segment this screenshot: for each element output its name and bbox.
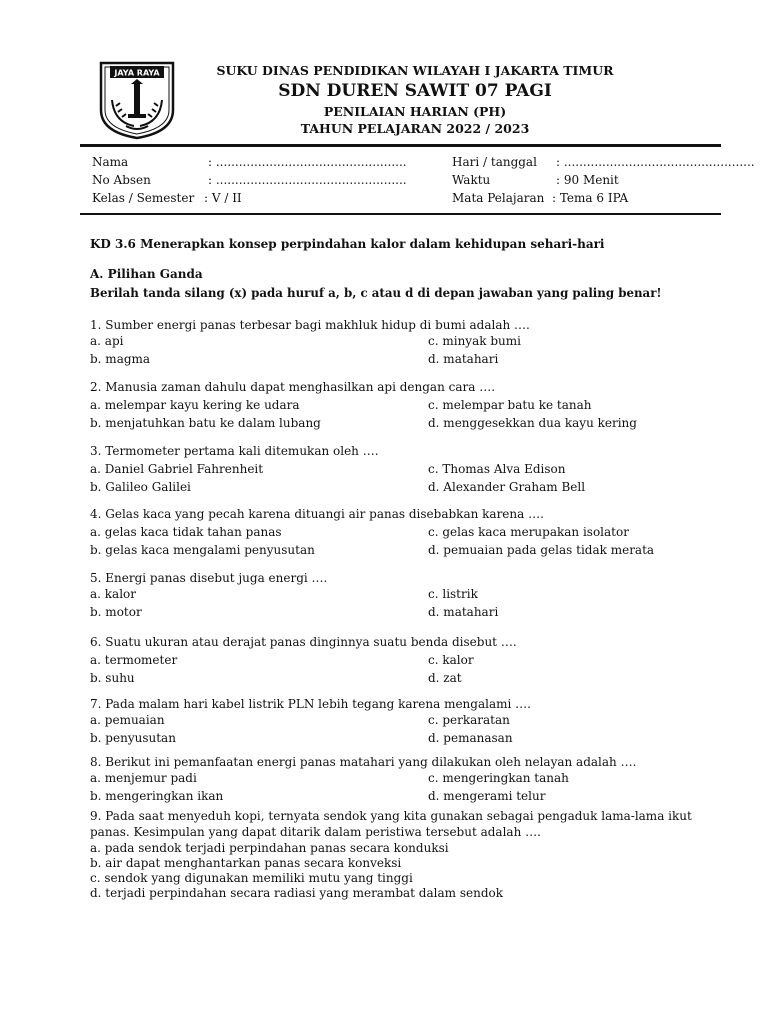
question-6: 6. Suatu ukuran atau derajat panas dinginnya suatu benda disebut …. (90, 635, 517, 649)
q6-option-c[interactable]: c. kalor (428, 653, 474, 667)
no-absen-field[interactable]: : .................................................. (208, 173, 407, 187)
q1-option-b[interactable]: b. magma (90, 352, 151, 366)
q7-option-d[interactable]: d. pemanasan (428, 731, 513, 745)
kelas-value: : V / II (204, 191, 242, 205)
section-title: A. Pilihan Ganda (90, 267, 203, 281)
header-divider (80, 144, 721, 147)
q8-option-b[interactable]: b. mengeringkan ikan (90, 789, 224, 803)
q9-option-a[interactable]: a. pada sendok terjadi perpindahan panas secara konduksi (90, 841, 449, 855)
mapel-label: Mata Pelajaran (452, 191, 545, 205)
q4-option-d[interactable]: d. pemuaian pada gelas tidak merata (428, 543, 655, 557)
q9-option-b[interactable]: b. air dapat menghantarkan panas secara konveksi (90, 856, 402, 870)
info-divider (80, 213, 721, 215)
kd-heading: KD 3.6 Menerapkan konsep perpindahan kalor dalam kehidupan sehari-hari (90, 237, 605, 251)
q2-option-b[interactable]: b. menjatuhkan batu ke dalam lubang (90, 416, 321, 430)
q3-option-c[interactable]: c. Thomas Alva Edison (428, 462, 566, 476)
q2-option-c[interactable]: c. melempar batu ke tanah (428, 398, 592, 412)
q4-option-c[interactable]: c. gelas kaca merupakan isolator (428, 525, 629, 539)
q9-line-1: 9. Pada saat menyeduh kopi, ternyata sendok yang kita gunakan sebagai pengaduk lama-lama ikut (90, 809, 692, 823)
instruction: Berilah tanda silang (x) pada huruf a, b, c atau d di depan jawaban yang paling benar! (90, 286, 662, 300)
kelas-label: Kelas / Semester (92, 191, 195, 205)
q4-option-a[interactable]: a. gelas kaca tidak tahan panas (90, 525, 282, 539)
q6-option-d[interactable]: d. zat (428, 671, 462, 685)
q1-option-a[interactable]: a. api (90, 334, 124, 348)
question-2: 2. Manusia zaman dahulu dapat menghasilkan api dengan cara …. (90, 380, 496, 394)
question-7: 7. Pada malam hari kabel listrik PLN lebih tegang karena mengalami …. (90, 697, 531, 711)
waktu-value: : 90 Menit (556, 173, 619, 187)
q3-option-d[interactable]: d. Alexander Graham Bell (428, 480, 586, 494)
q9-option-d[interactable]: d. terjadi perpindahan secara radiasi yang merambat dalam sendok (90, 886, 503, 900)
q2-option-a[interactable]: a. melempar kayu kering ke udara (90, 398, 300, 412)
q5-option-a[interactable]: a. kalor (90, 587, 137, 601)
school-logo (98, 60, 176, 140)
q1-option-d[interactable]: d. matahari (428, 352, 499, 366)
waktu-label: Waktu (452, 173, 491, 187)
logo-text: JAYA RAYA (114, 68, 160, 78)
question-8: 8. Berikut ini pemanfaatan energi panas matahari yang dilakukan oleh nelayan adalah …. (90, 755, 637, 769)
school-year: TAHUN PELAJARAN 2022 / 2023 (300, 121, 530, 136)
question-3: 3. Termometer pertama kali ditemukan oleh …. (90, 444, 379, 458)
q5-option-c[interactable]: c. listrik (428, 587, 478, 601)
q6-option-a[interactable]: a. termometer (90, 653, 178, 667)
no-absen-label: No Absen (92, 173, 151, 187)
q7-option-c[interactable]: c. perkaratan (428, 713, 510, 727)
assessment-title: PENILAIAN HARIAN (PH) (323, 104, 507, 119)
nama-field[interactable]: : .................................................. (208, 155, 407, 169)
q9-option-c[interactable]: c. sendok yang digunakan memiliki mutu yang tinggi (90, 871, 413, 885)
nama-label: Nama (92, 155, 129, 169)
jaya-raya-crest-icon (98, 60, 176, 140)
q9-line-2: panas. Kesimpulan yang dapat ditarik dalam peristiwa tersebut adalah …. (90, 825, 541, 839)
q8-option-d[interactable]: d. mengerami telur (428, 789, 546, 803)
q8-option-a[interactable]: a. menjemur padi (90, 771, 197, 785)
question-5: 5. Energi panas disebut juga energi …. (90, 571, 328, 585)
agency-title: SUKU DINAS PENDIDIKAN WILAYAH I JAKARTA TIMUR (216, 63, 614, 78)
q3-option-b[interactable]: b. Galileo Galilei (90, 480, 191, 494)
school-title: SDN DUREN SAWIT 07 PAGI (278, 81, 552, 101)
question-4: 4. Gelas kaca yang pecah karena dituangi air panas disebabkan karena …. (90, 507, 544, 521)
hari-field[interactable]: : .................................................. (556, 155, 755, 169)
q5-option-d[interactable]: d. matahari (428, 605, 499, 619)
q1-option-c[interactable]: c. minyak bumi (428, 334, 521, 348)
hari-label: Hari / tanggal (452, 155, 537, 169)
q3-option-a[interactable]: a. Daniel Gabriel Fahrenheit (90, 462, 264, 476)
q6-option-b[interactable]: b. suhu (90, 671, 135, 685)
q7-option-a[interactable]: a. pemuaian (90, 713, 165, 727)
q4-option-b[interactable]: b. gelas kaca mengalami penyusutan (90, 543, 315, 557)
q2-option-d[interactable]: d. menggesekkan dua kayu kering (428, 416, 637, 430)
question-1: 1. Sumber energi panas terbesar bagi makhluk hidup di bumi adalah …. (90, 318, 530, 332)
q5-option-b[interactable]: b. motor (90, 605, 142, 619)
q8-option-c[interactable]: c. mengeringkan tanah (428, 771, 569, 785)
q7-option-b[interactable]: b. penyusutan (90, 731, 176, 745)
mapel-value: : Tema 6 IPA (552, 191, 629, 205)
